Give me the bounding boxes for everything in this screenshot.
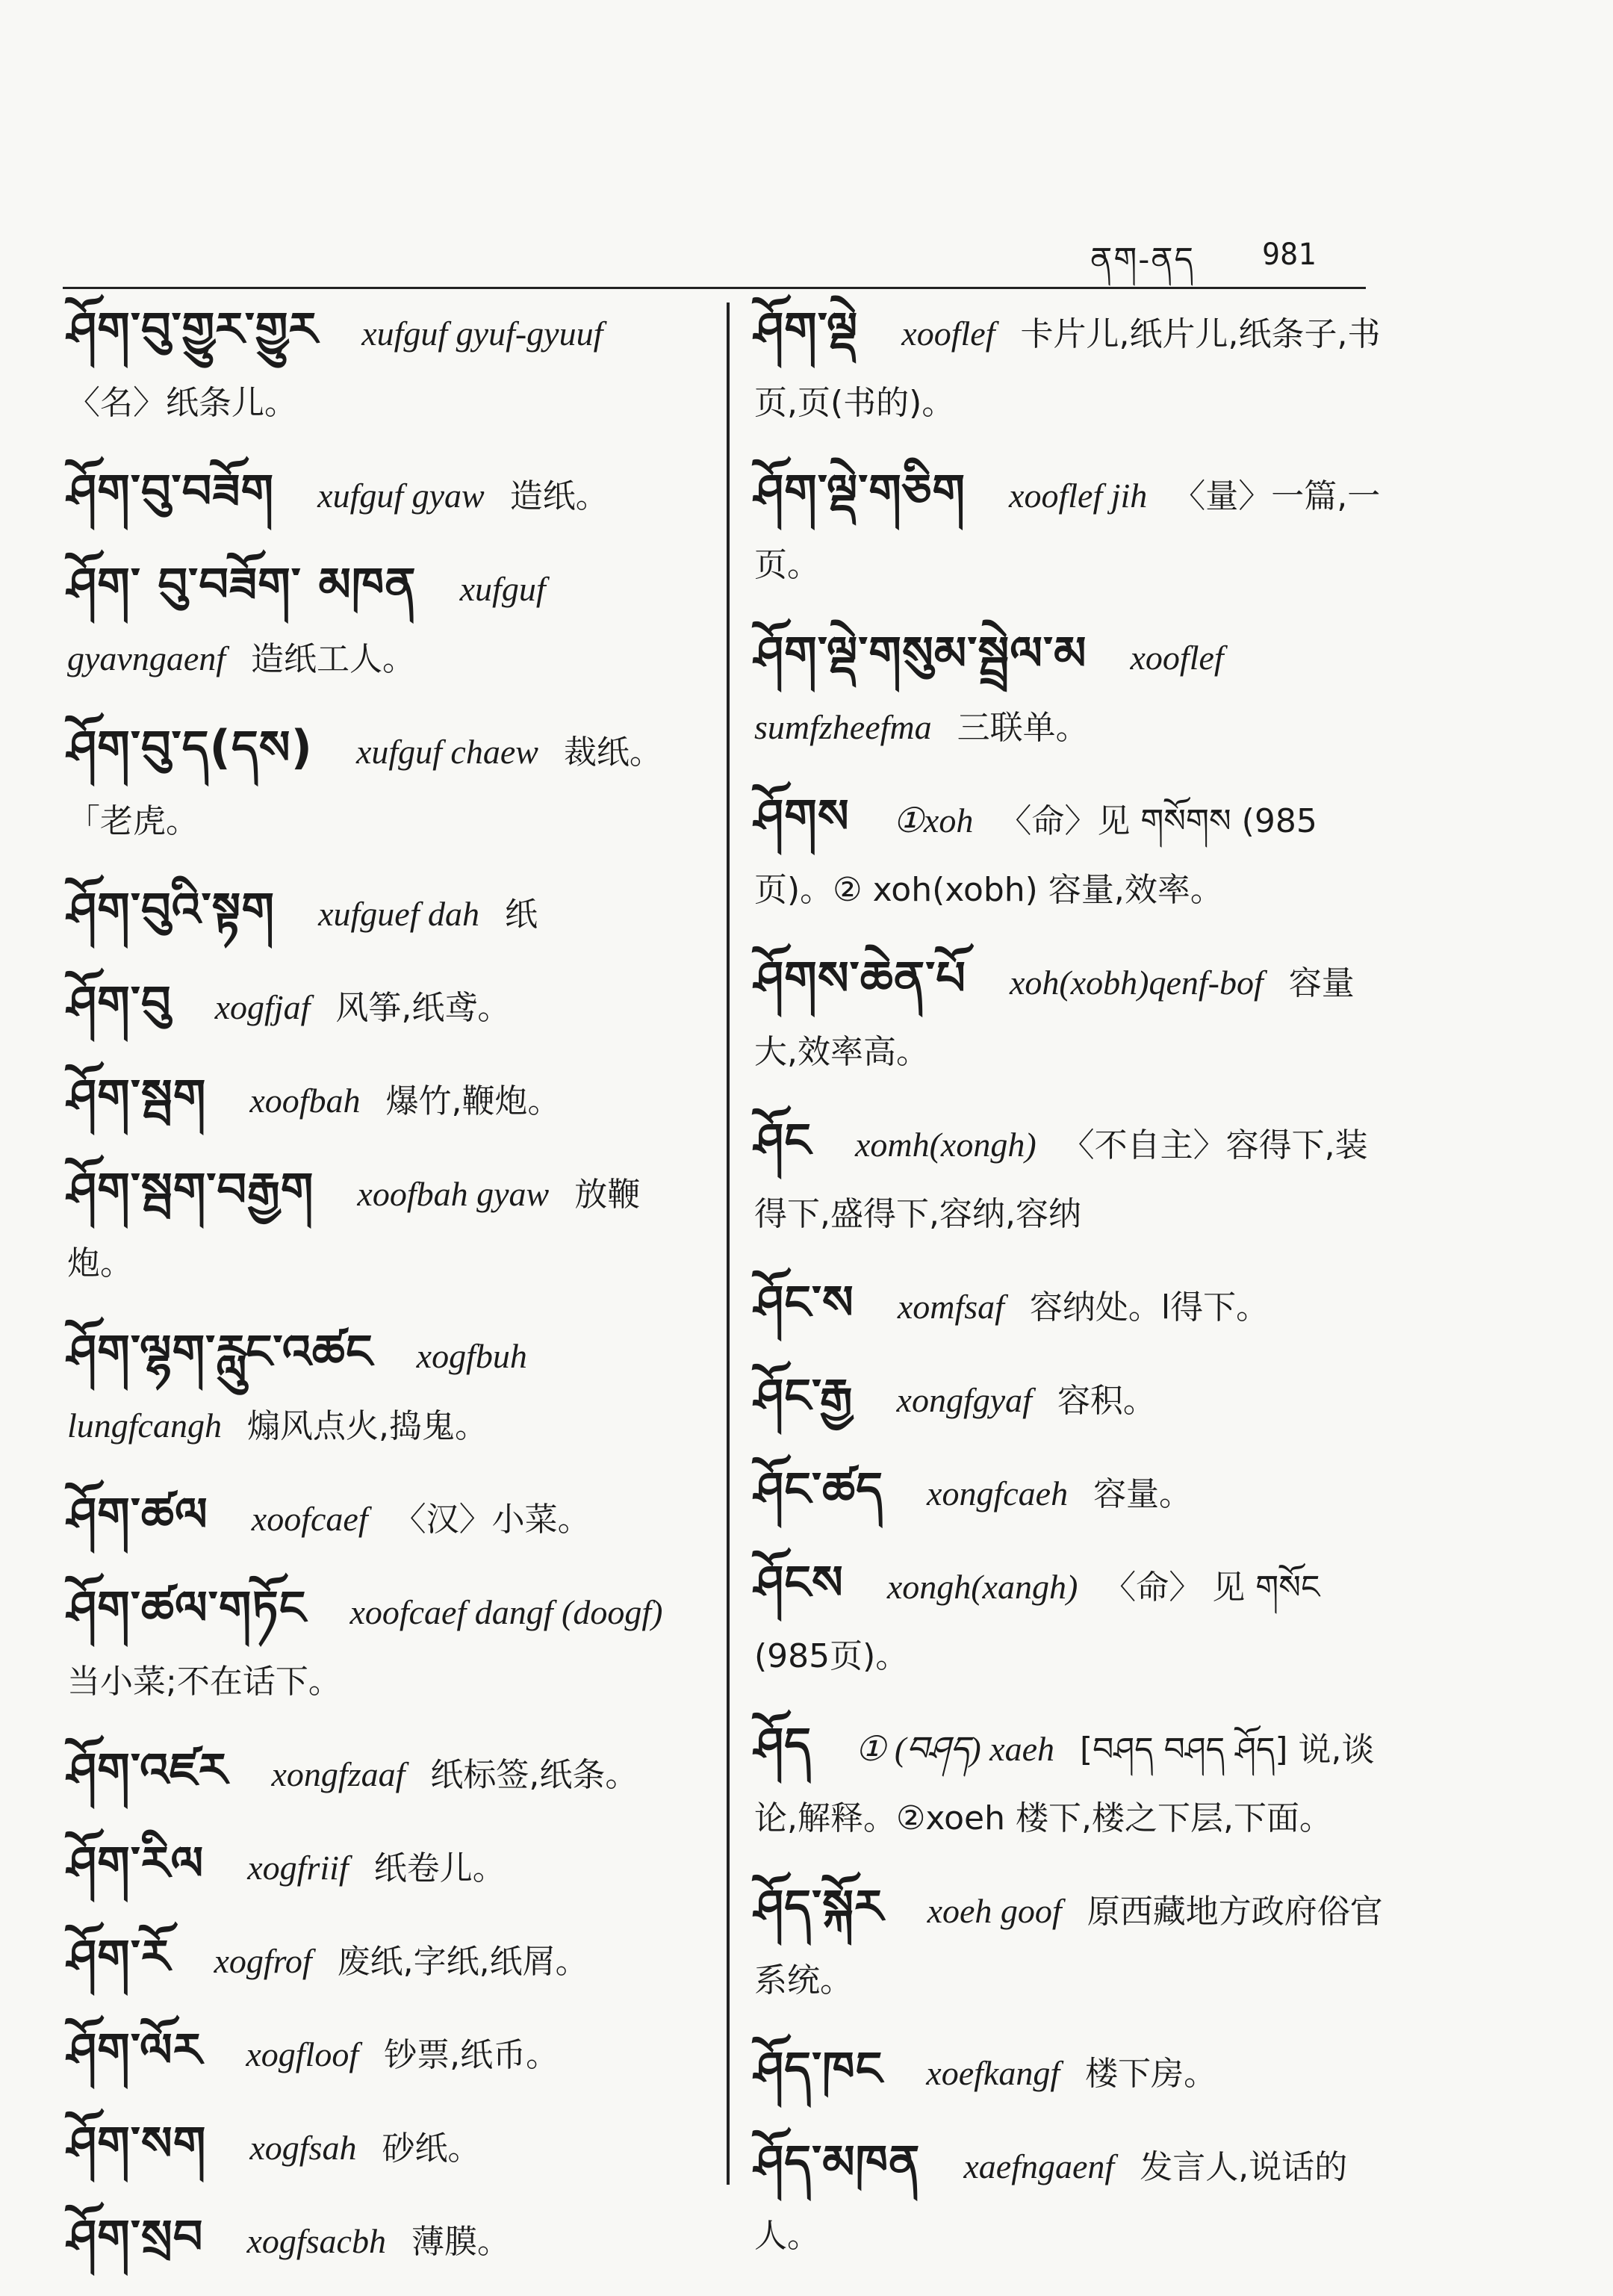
dictionary-entry	[67, 550, 694, 694]
headword-tibetan: ཤོང་ས	[754, 1275, 854, 1329]
headword-romanization: xogfloof	[246, 2035, 359, 2073]
entry-definition: 三联单。	[957, 709, 1089, 747]
headword-romanization: xooflef	[901, 314, 995, 353]
dictionary-entry	[67, 969, 694, 1043]
entry-definition: 砂纸。	[382, 2129, 481, 2168]
dictionary-entry	[754, 1873, 1389, 2015]
entry-definition: 当小菜;不在话下。	[67, 1663, 341, 1701]
entry-definition: 容积。	[1057, 1382, 1156, 1420]
dictionary-entry	[754, 619, 1389, 763]
headword-romanization: xoofbah	[249, 1082, 361, 1120]
headword-romanization: xogfjaf	[214, 988, 311, 1026]
headword-romanization: xufguf gyaw	[317, 477, 485, 515]
headword-romanization: xoofbah gyaw	[357, 1175, 550, 1213]
headword-tibetan: ཤོག་བུ	[67, 975, 172, 1030]
headword-tibetan: ཤོག་ཚལ	[67, 1487, 208, 1542]
headword-tibetan: ཤོག་ བུ་བཟོག་ མཁན	[67, 557, 417, 612]
headword-romanization: xufguf gyavngaenf	[67, 570, 546, 677]
entry-definition: 容纳处。l得下。	[1029, 1288, 1269, 1327]
headword-tibetan: ཤོག་ལོར	[67, 2023, 203, 2077]
headword-romanization: xongfzaaf	[271, 1755, 405, 1793]
entry-definition: 纸卷儿。	[373, 1849, 506, 1887]
headword-tibetan: ཤོག་འཛར	[67, 1743, 229, 1797]
entry-definition: 薄膜。	[411, 2223, 510, 2261]
entry-definition: 〈命〉见 གསོགས (985页)。② xoh(xobh) 容量,效率。	[754, 802, 1317, 909]
headword-tibetan: ཤོག་བུ་ད(དས)	[67, 720, 313, 775]
headword-tibetan: ཤོགས་ཆེན་པོ	[754, 951, 966, 1005]
entry-definition: 纸	[504, 896, 538, 934]
dictionary-entry	[67, 2016, 694, 2090]
dictionary-entry	[754, 1548, 1389, 1691]
entry-definition: 〈命〉 见 གསོང (985页)。	[754, 1569, 1320, 1675]
entry-definition: 容量大,效率高。	[754, 964, 1355, 1071]
dictionary-entry	[67, 1480, 694, 1554]
dictionary-entry	[67, 1923, 694, 1996]
headword-romanization: xongfcaeh	[927, 1474, 1069, 1512]
headword-tibetan: ཤོང	[754, 1113, 812, 1167]
headword-tibetan: ཤོག་སྦག	[67, 1069, 207, 1123]
dictionary-entry	[67, 713, 694, 856]
entry-definition: 发言人,说话的人。	[754, 2148, 1348, 2255]
headword-tibetan: ཤོག་རོ	[67, 1929, 171, 1984]
headword-romanization: xogfsacbh	[246, 2222, 386, 2260]
dictionary-entry	[754, 2128, 1389, 2271]
dictionary-entry	[67, 457, 694, 531]
headword-romanization: xogfriif	[247, 1849, 349, 1887]
headword-romanization: xaefngaenf	[963, 2147, 1115, 2185]
headword-tibetan: ཤོག་ཚལ་གཏོང	[67, 1580, 307, 1635]
headword-romanization: xomfsaf	[897, 1288, 1004, 1326]
dictionary-entry	[754, 1106, 1389, 1249]
headword-romanization: xoofcaef	[251, 1500, 368, 1538]
headword-romanization: xogfrof	[214, 1942, 312, 1980]
headword-tibetan: ཤོག་རིལ	[67, 1836, 205, 1890]
entry-definition: 煽风点火,捣鬼。	[246, 1407, 488, 1445]
entry-definition: 容量。	[1093, 1475, 1193, 1513]
dictionary-entry	[754, 295, 1389, 438]
dictionary-entry	[67, 875, 694, 949]
headword-tibetan: ཤོད	[754, 1717, 812, 1772]
dictionary-entry	[67, 2203, 694, 2277]
headword-tibetan: ཤོག་བུ་བཟོག	[67, 464, 275, 518]
entry-definition: 风筝,纸鸢。	[335, 989, 511, 1027]
dictionary-entry	[754, 457, 1389, 600]
headword-tibetan: ཤོག་སྲབ	[67, 2209, 204, 2264]
dictionary-entry	[67, 1062, 694, 1136]
headword-romanization: xoh(xobh)qenf-bof	[1009, 964, 1264, 1002]
headword-romanization: xogfbuh lungfcangh	[67, 1337, 527, 1445]
dictionary-entry	[754, 1268, 1389, 1342]
headword-tibetan: ཤོག་ལྷག་རླུང་འཚང	[67, 1324, 373, 1379]
entry-definition: 纸标签,纸条。	[430, 1756, 638, 1794]
entry-definition: 钞票,纸币。	[384, 2036, 559, 2074]
headword-tibetan: ཤོག་ལྡེ་གཅིག	[754, 464, 966, 518]
headword-romanization: xoofcaef dangf (doogf)	[349, 1593, 663, 1631]
header-range: ནག-ནད	[1090, 241, 1196, 279]
page-header	[1090, 217, 1359, 279]
entry-definition: 放鞭炮。	[67, 1176, 641, 1282]
page-number: 981	[1262, 238, 1317, 272]
headword-romanization: xooflef sumfzheefma	[754, 639, 1224, 746]
dictionary-entry	[754, 1710, 1389, 1853]
dictionary-entry	[754, 1362, 1389, 1436]
entry-definition: 楼下房。	[1085, 2055, 1217, 2093]
headword-romanization: xufguf gyuf-gyuuf	[361, 314, 603, 353]
headword-tibetan: ཤོང་ཚད	[754, 1462, 884, 1516]
right-column	[754, 295, 1389, 2290]
entry-definition: 〈量〉一篇,一页。	[754, 477, 1381, 584]
column-divider	[727, 302, 730, 2185]
headword-romanization: xooflef jih	[1009, 477, 1148, 515]
headword-tibetan: ཤོད་མཁན	[754, 2135, 921, 2189]
dictionary-entry	[67, 1318, 694, 1461]
entry-definition: 裁纸。 「老虎。	[67, 733, 679, 840]
entry-definition: 〈名〉纸条儿。	[67, 384, 297, 422]
headword-tibetan: ཤོག་སག	[67, 2116, 207, 2171]
dictionary-entry	[67, 1829, 694, 1903]
entry-definition: 〈不自主〉容得下,装得下,盛得下,容纳,容纳	[754, 1126, 1368, 1233]
entry-definition: 卡片儿,纸片儿,纸条子,书页,页(书的)。	[754, 315, 1381, 422]
headword-romanization: ① (བཤད) xaeh	[855, 1730, 1054, 1768]
headword-tibetan: ཤོགས	[754, 789, 850, 843]
entry-definition: [བཤད བཤད ཤོད] 说,谈论,解释。②xoeh 楼下,楼之下层,下面。	[754, 1731, 1375, 1837]
headword-romanization: xoeh goof	[927, 1892, 1062, 1930]
headword-tibetan: ཤོག་བུའི་སྟག	[67, 882, 276, 937]
headword-romanization: xomh(xongh)	[854, 1126, 1037, 1164]
dictionary-entry	[754, 944, 1389, 1087]
dictionary-entry	[67, 1155, 694, 1298]
entry-definition: 〈汉〉小菜。	[393, 1501, 591, 1539]
dictionary-entry	[67, 1736, 694, 1810]
headword-romanization: xongfgyaf	[896, 1381, 1032, 1419]
dictionary-entry	[754, 2035, 1389, 2109]
headword-romanization: xongh(xangh)	[886, 1568, 1078, 1606]
entry-definition: 爆竹,鞭炮。	[385, 1082, 561, 1120]
headword-tibetan: ཤོད་སྐོར	[754, 1879, 884, 1934]
headword-tibetan: ཤོག་བུ་གྱུར་གྱུར	[67, 302, 319, 356]
headword-tibetan: ཤོད་ཁང	[754, 2041, 883, 2096]
entry-definition: 造纸。	[509, 477, 609, 515]
dictionary-entry	[67, 295, 694, 438]
headword-tibetan: ཤོག་ལྡེ	[754, 302, 859, 356]
headword-tibetan: ཤོག་སྦག་བརྒྱག	[67, 1162, 314, 1217]
headword-romanization: xufguef dah	[318, 895, 479, 933]
dictionary-entry	[67, 1574, 694, 1716]
dictionary-entry	[67, 2109, 694, 2183]
headword-tibetan: ཤོག་ལྡེ་གསུམ་སྦྲེལ་མ	[754, 626, 1087, 680]
left-column	[67, 295, 694, 2296]
headword-romanization: ①xoh	[892, 801, 974, 840]
dictionary-entry	[754, 782, 1389, 925]
headword-romanization: xoefkangf	[926, 2054, 1060, 2092]
headword-romanization: xufguf chaew	[355, 733, 538, 771]
headword-romanization: xogfsah	[249, 2129, 357, 2167]
headword-tibetan: ཤོང་རྒྱ	[754, 1368, 854, 1423]
entry-definition: 造纸工人。	[251, 640, 416, 678]
entry-definition: 废纸,字纸,纸屑。	[337, 1943, 588, 1981]
headword-tibetan: ཤོངས	[754, 1555, 844, 1610]
dictionary-entry	[754, 1455, 1389, 1529]
entry-definition: 原西藏地方政府俗官系统。	[754, 1893, 1383, 1999]
header-rule	[63, 287, 1366, 289]
